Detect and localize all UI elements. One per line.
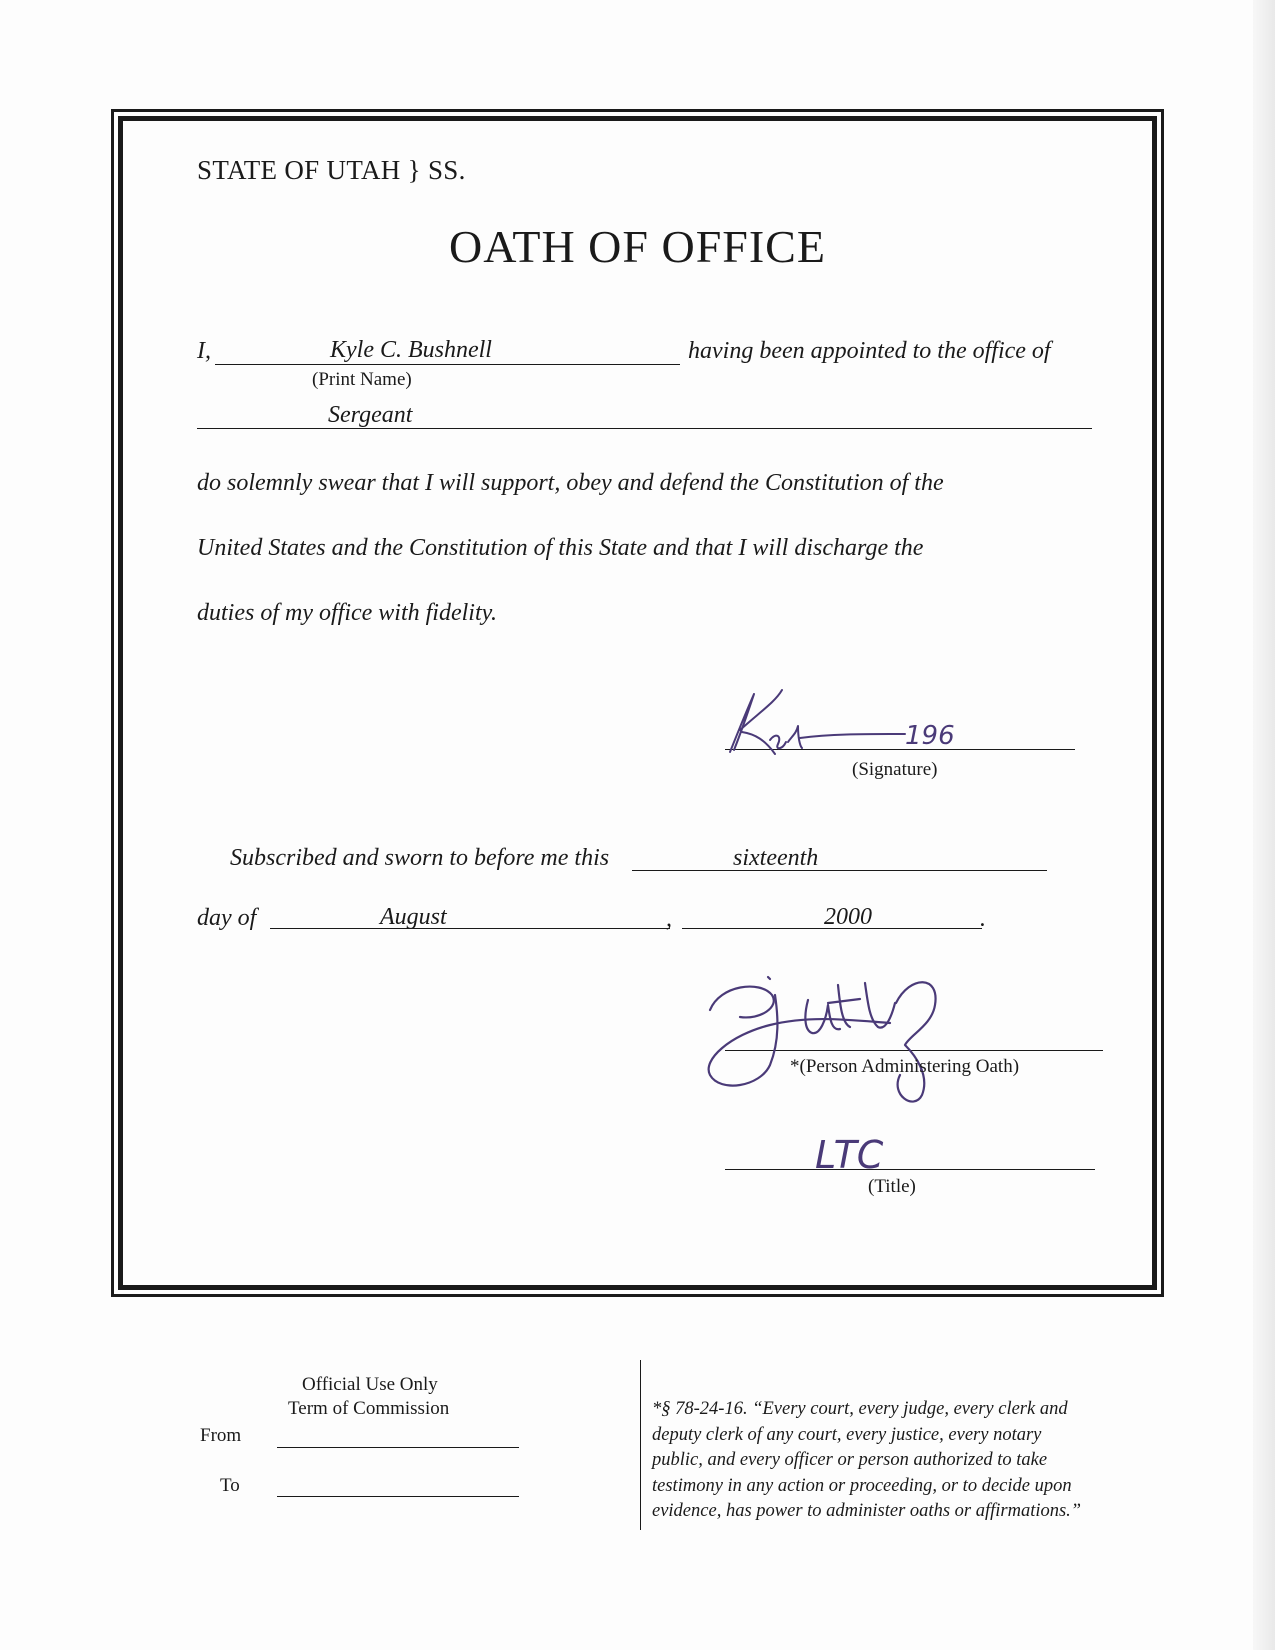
- print-name-value: Kyle C. Bushnell: [330, 337, 492, 363]
- oath-text-line-1: do solemnly swear that I will support, obey and defend the Constitution of the: [197, 470, 944, 496]
- page-title: OATH OF OFFICE: [449, 221, 826, 272]
- oath-taker-signature: [720, 682, 980, 767]
- month-line: [270, 928, 670, 929]
- appointed-text: having been appointed to the office of: [688, 338, 1051, 364]
- official-use-heading: Official Use Only: [302, 1374, 438, 1395]
- state-heading: STATE OF UTAH } SS.: [197, 155, 466, 185]
- footnote-line: public, and every officer or person authorized to take: [652, 1450, 1048, 1470]
- footnote-line: deputy clerk of any court, every justice, every notary: [652, 1424, 1042, 1445]
- oath-text-line-2: United States and the Constitution of this State and that I will discharge the: [197, 535, 924, 561]
- administrator-title-handwritten: [815, 1128, 925, 1183]
- day-line: [632, 870, 1047, 871]
- signature-number: 196: [905, 721, 955, 751]
- term-of-commission-heading: Term of Commission: [288, 1398, 450, 1419]
- footnote-line: *§ 78-24-16. “Every court, every judge, every clerk and: [652, 1399, 1068, 1419]
- to-line: [277, 1496, 519, 1497]
- print-name-caption: (Print Name): [312, 369, 412, 390]
- oath-prefix: I,: [197, 338, 211, 364]
- office-value: Sergeant: [328, 402, 413, 428]
- day-of-label: day of: [197, 905, 257, 931]
- footnote-line: testimony in any action or proceeding, or to decide upon: [652, 1475, 1072, 1496]
- to-label: To: [220, 1475, 240, 1496]
- year-period: .: [980, 906, 986, 932]
- month-value: August: [380, 904, 447, 930]
- administrator-signature: [700, 965, 1000, 1120]
- month-comma: ,: [666, 906, 672, 932]
- subscribed-text: Subscribed and sworn to before me this: [230, 845, 610, 871]
- from-label: From: [200, 1425, 242, 1446]
- from-line: [277, 1447, 519, 1448]
- day-value: sixteenth: [733, 845, 819, 871]
- administrator-caption: *(Person Administering Oath): [790, 1056, 1020, 1077]
- footnote-line: evidence, has power to administer oaths or affirmations.”: [652, 1501, 1082, 1521]
- footer-divider: [640, 1360, 641, 1530]
- print-name-line: [215, 364, 680, 365]
- oath-text-line-3: duties of my office with fidelity.: [197, 600, 497, 626]
- signature-caption: (Signature): [852, 759, 938, 780]
- year-value: 2000: [824, 904, 872, 930]
- statute-footnote: [652, 1397, 1142, 1525]
- title-caption: (Title): [868, 1176, 916, 1197]
- frame-inner-border: [118, 116, 1157, 1290]
- svg-text:LTC: LTC: [815, 1133, 884, 1177]
